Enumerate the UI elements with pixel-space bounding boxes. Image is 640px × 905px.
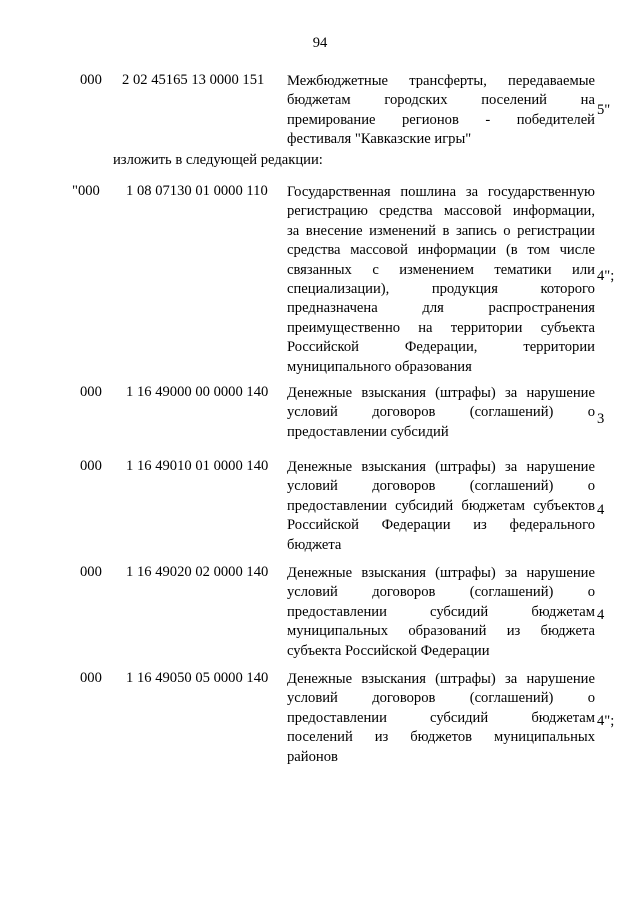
description-line: Денежные взыскания (штрафы) за нарушение xyxy=(287,459,595,475)
description-line: условий договоров (соглашений) о xyxy=(287,478,595,495)
description-line: Государственная пошлина за государственную xyxy=(287,184,595,200)
description-line: Денежные взыскания (штрафы) за нарушение xyxy=(287,671,595,687)
description-line: средства массовой информации (в том числе xyxy=(287,242,595,259)
income-description xyxy=(287,183,595,377)
description-line: бюджетам городских поселений на xyxy=(287,92,595,109)
description-line: за внесение изменений в запись о регистрации xyxy=(287,222,595,239)
page-number: 94 xyxy=(312,35,328,51)
description-line: Российской Федерации, территории xyxy=(287,339,595,356)
description-line: условий договоров (соглашений) о xyxy=(287,404,595,421)
description-line: районов xyxy=(287,748,338,765)
description-line: Российской Федерации из федерального xyxy=(287,517,595,534)
instruction-text: изложить в следующей редакции: xyxy=(113,152,323,168)
description-line: фестиваля "Кавказские игры" xyxy=(287,131,472,148)
description-line: поселений из бюджетов муниципальных xyxy=(287,729,595,746)
description-line: субъекта Российской Федерации xyxy=(287,642,490,659)
admin-code: 000 xyxy=(80,384,102,400)
income-description xyxy=(287,384,595,442)
row-value: 5" xyxy=(597,102,611,118)
row-value: 4"; xyxy=(597,713,615,729)
row-value: 4 xyxy=(597,502,605,518)
description-line: бюджета xyxy=(287,536,342,553)
budget-classification-code: 1 16 49050 05 0000 140 xyxy=(126,670,269,686)
description-line: муниципального образования xyxy=(287,358,472,375)
description-line: предоставлении субсидий бюджетам субъектов xyxy=(287,497,595,514)
description-line: предназначена для распространения xyxy=(287,300,595,317)
description-line: условий договоров (соглашений) о xyxy=(287,690,595,707)
description-line: предоставлении субсидий xyxy=(287,423,449,440)
budget-classification-code: 1 08 07130 01 0000 110 xyxy=(126,183,268,199)
description-line: предоставлении субсидий бюджетам xyxy=(287,709,595,726)
admin-code: 000 xyxy=(80,670,102,686)
budget-classification-code: 2 02 45165 13 0000 151 xyxy=(122,72,265,88)
admin-code: 000 xyxy=(80,72,102,88)
income-description xyxy=(287,564,595,661)
budget-classification-code: 1 16 49020 02 0000 140 xyxy=(126,564,269,580)
description-line: предоставлении субсидий бюджетам xyxy=(287,603,595,620)
description-line: связанных с изменением тематики или xyxy=(287,261,595,278)
admin-code: "000 xyxy=(72,183,100,199)
description-line: премирование регионов - победителей xyxy=(287,111,595,128)
description-line: условий договоров (соглашений) о xyxy=(287,584,595,601)
admin-code: 000 xyxy=(80,564,102,580)
admin-code: 000 xyxy=(80,458,102,474)
income-description xyxy=(287,72,595,150)
row-value: 4"; xyxy=(597,268,615,284)
budget-classification-code: 1 16 49000 00 0000 140 xyxy=(126,384,269,400)
budget-classification-code: 1 16 49010 01 0000 140 xyxy=(126,458,269,474)
description-line: Денежные взыскания (штрафы) за нарушение xyxy=(287,565,595,581)
description-line: Межбюджетные трансферты, передаваемые xyxy=(287,73,595,89)
row-value: 4 xyxy=(597,607,605,623)
description-line: муниципальных образований из бюджета xyxy=(287,623,595,640)
income-description xyxy=(287,670,595,767)
description-line: Денежные взыскания (штрафы) за нарушение xyxy=(287,385,595,401)
description-line: регистрацию средства массовой информации, xyxy=(287,203,595,220)
description-line: специализации), продукция которого xyxy=(287,280,595,297)
row-value: 3 xyxy=(597,411,605,427)
description-line: преимущественно на территории субъекта xyxy=(287,319,595,336)
income-description xyxy=(287,458,595,555)
